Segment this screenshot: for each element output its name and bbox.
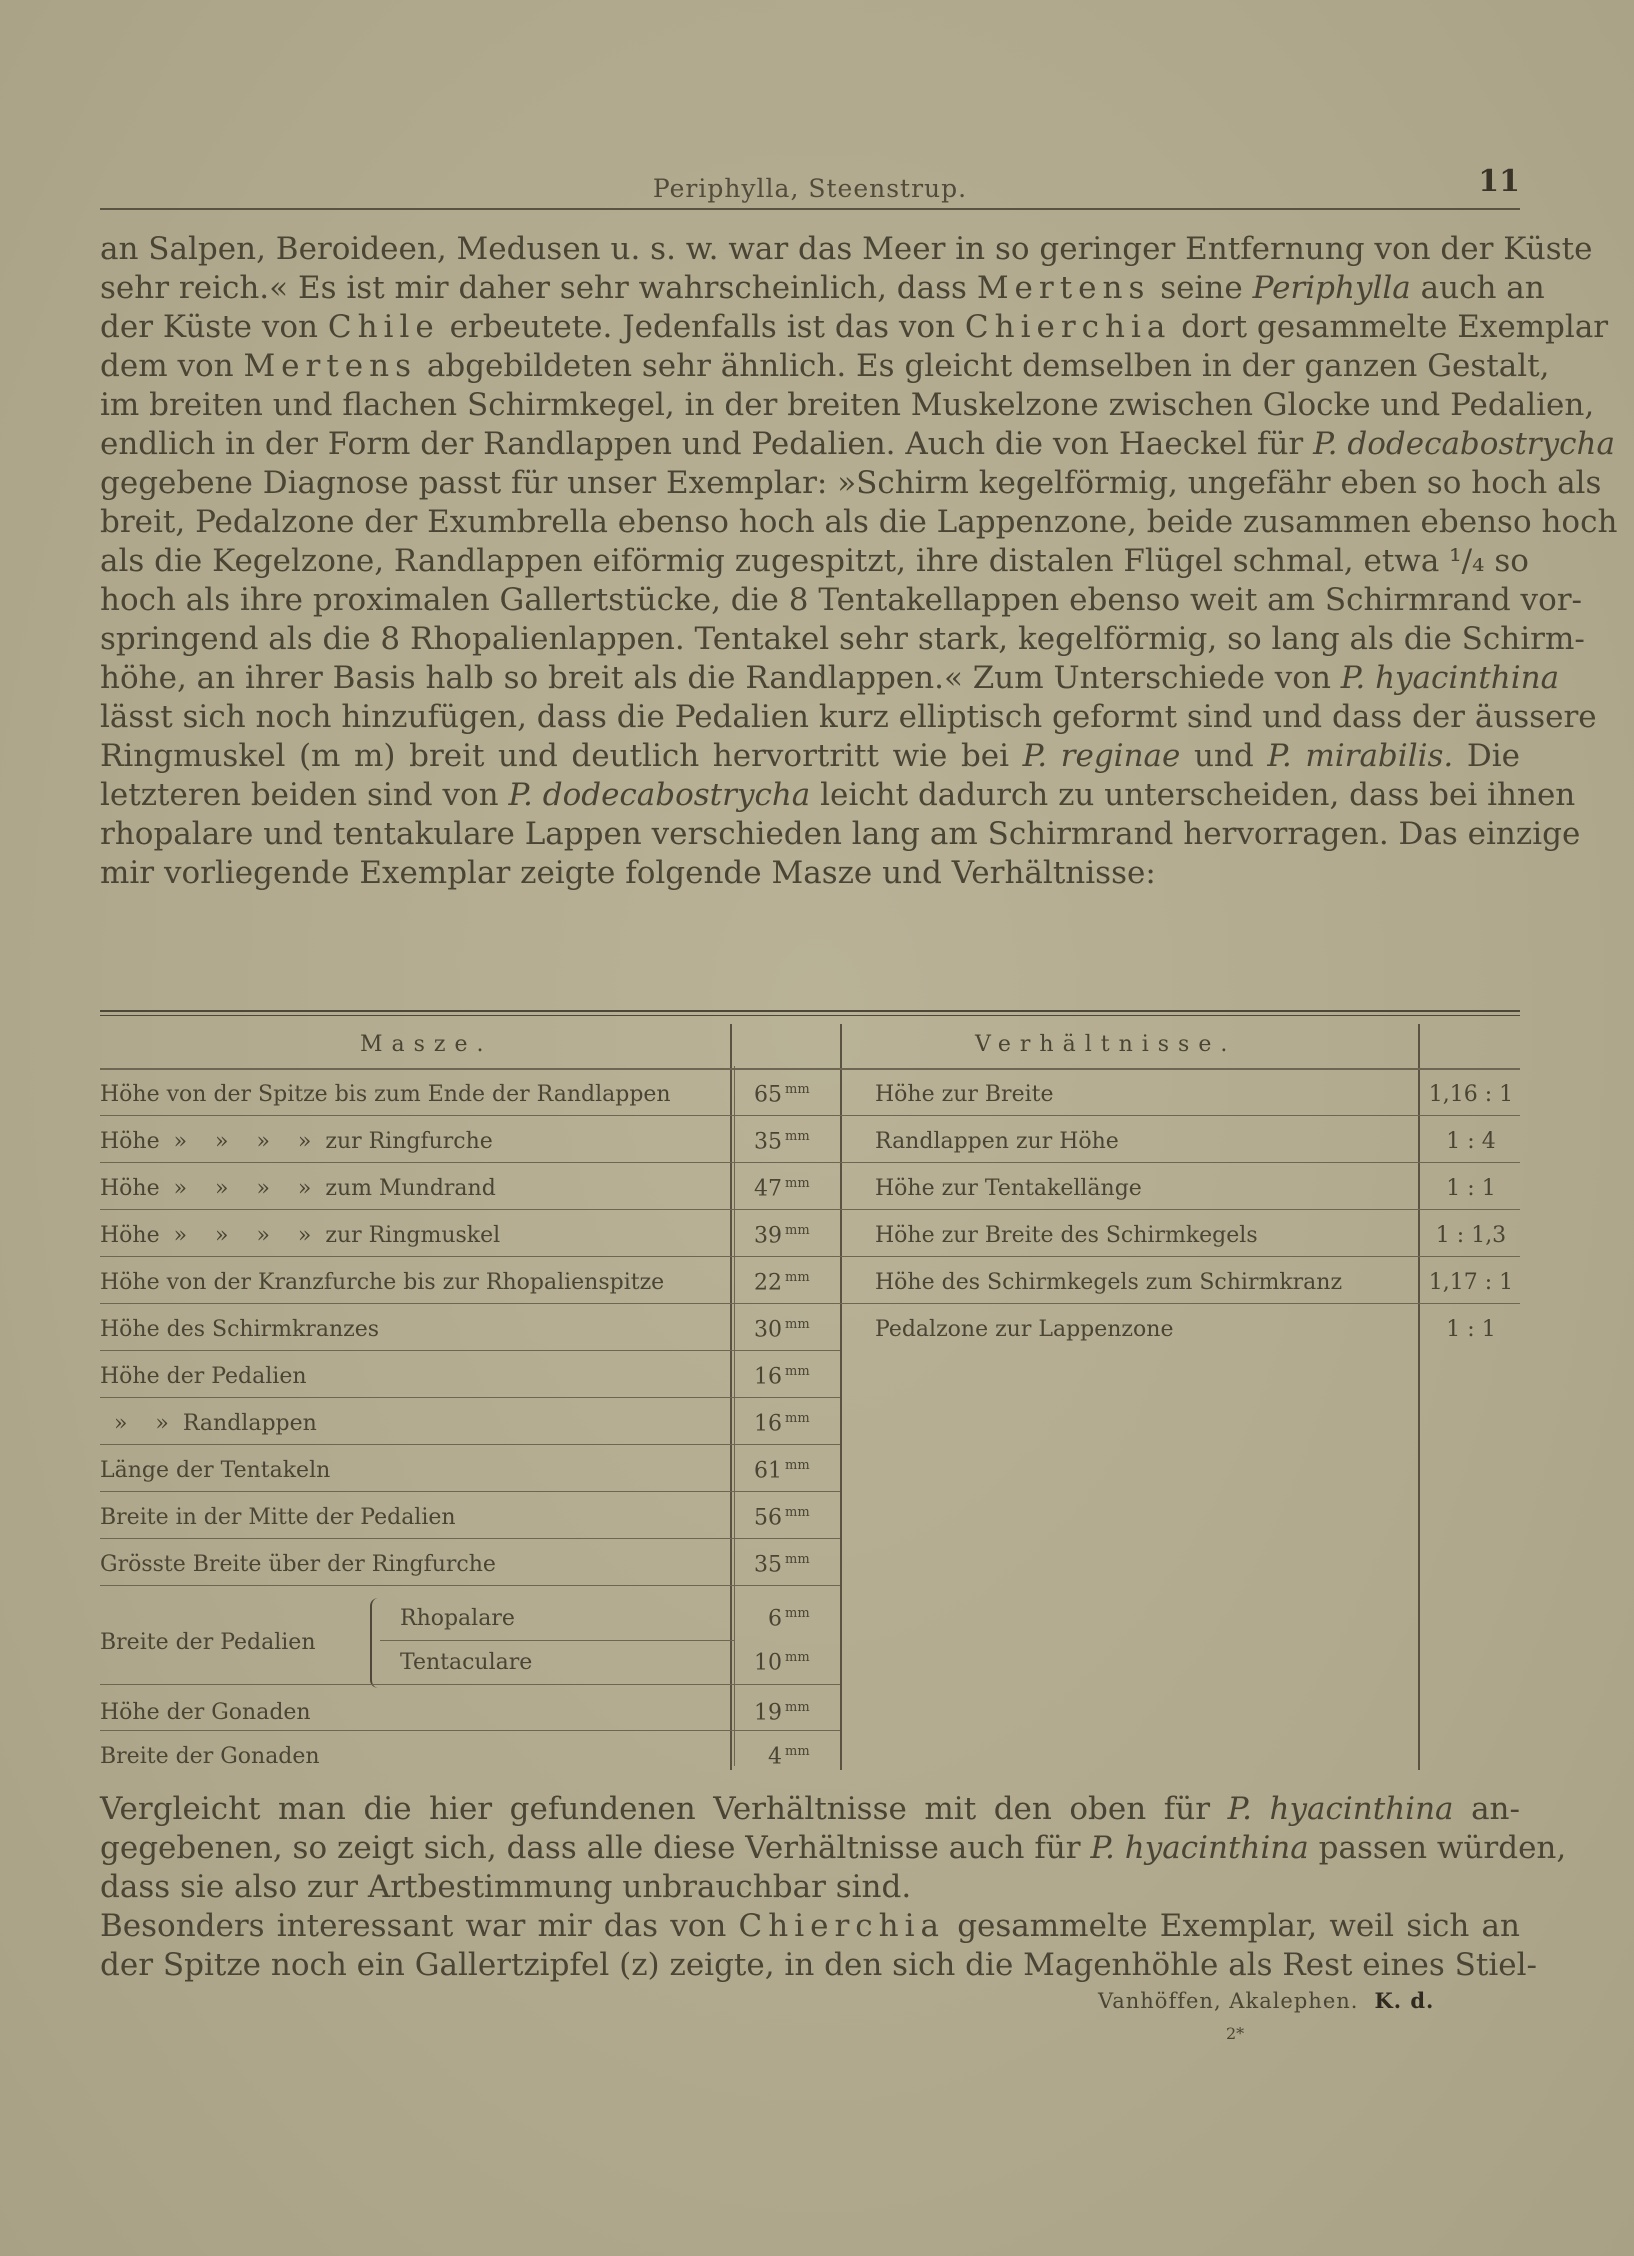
column-divider xyxy=(734,1066,735,1766)
text-line: höhe, an ihrer Basis halb so breit als die Randlappen.« Zum Unterschiede von P. hyacinthina xyxy=(100,660,1560,696)
row-rule xyxy=(100,1303,840,1304)
ratio-label: Höhe zur Tentakellänge xyxy=(875,1176,1142,1201)
text-line: breit, Pedalzone der Exumbrella ebenso hoch als die Lappenzone, beide zusammen ebenso hoch xyxy=(100,504,1618,540)
row-value: 35 $^{mm}$ xyxy=(754,1129,810,1155)
row-label: Höhe » » » » zur Ringfurche xyxy=(100,1129,493,1154)
text-line: der Küste von Chile erbeutete. Jedenfalls ist das von Chierchia dort gesammelte Exemplar xyxy=(100,309,1609,345)
signature-mark: 2* xyxy=(1226,2024,1245,2043)
running-head xyxy=(100,164,1520,212)
text-line: gegebene Diagnose passt für unser Exemplar: »Schirm kegelförmig, ungefähr eben so hoch als xyxy=(100,465,1602,501)
row-rule xyxy=(100,1444,840,1445)
text-line: sehr reich.« Es ist mir daher sehr wahrscheinlich, dass Mertens seine Periphylla auch an xyxy=(100,270,1545,306)
row-value: 19 $^{mm}$ xyxy=(754,1700,810,1726)
row-label: Breite in der Mitte der Pedalien xyxy=(100,1505,456,1530)
text-line: endlich in der Form der Randlappen und Pedalien. Auch die von Haeckel für P. dodecabostrycha xyxy=(100,426,1615,462)
row-label: Höhe der Gonaden xyxy=(100,1700,311,1725)
row-label: Höhe » » » » zur Ringmuskel xyxy=(100,1223,501,1248)
text-line: hoch als ihre proximalen Gallertstücke, die 8 Tentakellappen ebenso weit am Schirmrand vor- xyxy=(100,582,1583,618)
text-line: rhopalare und tentakulare Lappen verschieden lang am Schirmrand hervorragen. Das einzige xyxy=(100,816,1581,852)
text-line: gegebenen, so zeigt sich, dass alle diese Verhältnisse auch für P. hyacinthina passen würden, xyxy=(100,1830,1567,1866)
text-line: springend als die 8 Rhopalienlappen. Tentakel sehr stark, kegelförmig, so lang als die Schirm- xyxy=(100,621,1585,657)
header-rule xyxy=(100,1068,1520,1070)
ratio-rule xyxy=(840,1115,1520,1116)
table-top-rule-thin xyxy=(100,1015,1520,1016)
ratio-value: 1,16 : 1 xyxy=(1428,1082,1514,1107)
paragraph-specimen xyxy=(100,1907,1537,1985)
measurements-table xyxy=(100,1010,1520,1770)
signature-line: Vanhöffen, Akalephen. K. d. xyxy=(1098,1988,1435,2013)
row-label: Grösste Breite über der Ringfurche xyxy=(100,1552,496,1577)
row-value: 22 $^{mm}$ xyxy=(754,1270,810,1296)
ratio-value: 1 : 1 xyxy=(1446,1176,1496,1201)
ratio-rule xyxy=(840,1303,1520,1304)
row-label: Breite der Gonaden xyxy=(100,1744,320,1769)
header-verhaeltnisse: Verhältnisse. xyxy=(975,1032,1237,1057)
row-value: 4 $^{mm}$ xyxy=(768,1744,810,1770)
column-divider xyxy=(840,1024,842,1770)
row-value: 61 $^{mm}$ xyxy=(754,1458,810,1484)
row-label: Höhe von der Kranzfurche bis zur Rhopalienspitze xyxy=(100,1270,665,1295)
tentaculare-value: 10 $^{mm}$ xyxy=(754,1650,810,1676)
text-line: dem von Mertens abgebildeten sehr ähnlich. Es gleicht demselben in der ganzen Gestalt, xyxy=(100,348,1550,384)
row-label: Höhe des Schirmkranzes xyxy=(100,1317,380,1342)
row-rule xyxy=(100,1162,840,1163)
page-number: 11 xyxy=(1478,164,1520,199)
row-label: Höhe » » » » zum Mundrand xyxy=(100,1176,496,1201)
ratio-label: Pedalzone zur Lappenzone xyxy=(875,1317,1174,1342)
row-rule xyxy=(100,1397,840,1398)
row-rule xyxy=(100,1256,840,1257)
header-masze: Masze. xyxy=(360,1032,493,1057)
row-value: 65 $^{mm}$ xyxy=(754,1082,810,1108)
row-rule xyxy=(100,1730,840,1731)
text-line: Besonders interessant war mir das von Chierchia gesammelte Exemplar, weil sich an xyxy=(100,1908,1520,1944)
text-line: mir vorliegende Exemplar zeigte folgende Masze und Verhältnisse: xyxy=(100,855,1156,891)
paragraph-comparison xyxy=(100,1790,1567,1907)
row-rule xyxy=(380,1640,734,1641)
ratio-value: 1 : 1 xyxy=(1446,1317,1496,1342)
ratio-rule xyxy=(840,1162,1520,1163)
text-line: letzteren beiden sind von P. dodecabostrycha leicht dadurch zu unterscheiden, dass bei ihnen xyxy=(100,777,1576,813)
tentaculare-label: Tentaculare xyxy=(400,1650,533,1675)
ratio-rule xyxy=(840,1256,1520,1257)
running-title: Periphylla, Steenstrup. xyxy=(652,174,968,203)
row-rule xyxy=(100,1115,840,1116)
row-label: Höhe der Pedalien xyxy=(100,1364,307,1389)
row-value: 16 $^{mm}$ xyxy=(754,1411,810,1437)
header-rule xyxy=(100,208,1520,210)
text-line: dass sie also zur Artbestimmung unbrauchbar sind. xyxy=(100,1869,912,1905)
text-line: als die Kegelzone, Randlappen eiförmig zugespitzt, ihre distalen Flügel schmal, etwa ¹/₄ so xyxy=(100,543,1529,579)
row-rule xyxy=(100,1350,840,1351)
row-value: 35 $^{mm}$ xyxy=(754,1552,810,1578)
text-line: der Spitze noch ein Gallertzipfel (z) zeigte, in den sich die Magenhöhle als Rest eines Stiel- xyxy=(100,1947,1537,1983)
text-line: lässt sich noch hinzufügen, dass die Pedalien kurz elliptisch geformt sind und dass der äussere xyxy=(100,699,1597,735)
table-top-rule xyxy=(100,1010,1520,1012)
row-label: Länge der Tentakeln xyxy=(100,1458,331,1483)
breite-pedalien-label: Breite der Pedalien xyxy=(100,1630,316,1655)
rhopalare-value: 6 $^{mm}$ xyxy=(768,1606,810,1632)
row-label: » » Randlappen xyxy=(100,1411,317,1436)
row-rule xyxy=(100,1491,840,1492)
column-divider xyxy=(1418,1024,1420,1770)
row-value: 16 $^{mm}$ xyxy=(754,1364,810,1390)
row-value: 56 $^{mm}$ xyxy=(754,1505,810,1531)
text-line: Ringmuskel (m m) breit und deutlich hervortritt wie bei P. reginae und P. mirabilis. Die xyxy=(100,738,1520,774)
paragraph-intro xyxy=(100,230,1618,893)
ratio-rule xyxy=(840,1209,1520,1210)
row-value: 47 $^{mm}$ xyxy=(754,1176,810,1202)
rhopalare-label: Rhopalare xyxy=(400,1606,515,1631)
ratio-value: 1 : 4 xyxy=(1446,1129,1496,1154)
ratio-label: Höhe zur Breite des Schirmkegels xyxy=(875,1223,1258,1248)
row-value: 30 $^{mm}$ xyxy=(754,1317,810,1343)
row-rule xyxy=(100,1209,840,1210)
row-rule xyxy=(100,1585,840,1586)
ratio-label: Randlappen zur Höhe xyxy=(875,1129,1119,1154)
text-line: an Salpen, Beroideen, Medusen u. s. w. war das Meer in so geringer Entfernung von der Küste xyxy=(100,231,1593,267)
row-value: 39 $^{mm}$ xyxy=(754,1223,810,1249)
row-rule xyxy=(100,1538,840,1539)
ratio-label: Höhe zur Breite xyxy=(875,1082,1054,1107)
ratio-value: 1 : 1,3 xyxy=(1435,1223,1507,1248)
ratio-label: Höhe des Schirmkegels zum Schirmkranz xyxy=(875,1270,1343,1295)
brace xyxy=(370,1598,380,1688)
row-label: Höhe von der Spitze bis zum Ende der Randlappen xyxy=(100,1082,671,1107)
text-line: Vergleicht man die hier gefundenen Verhältnisse mit den oben für P. hyacinthina an- xyxy=(100,1791,1520,1827)
ratio-value: 1,17 : 1 xyxy=(1428,1270,1514,1295)
text-line: im breiten und flachen Schirmkegel, in der breiten Muskelzone zwischen Glocke und Pedalien, xyxy=(100,387,1595,423)
row-rule xyxy=(100,1684,840,1685)
